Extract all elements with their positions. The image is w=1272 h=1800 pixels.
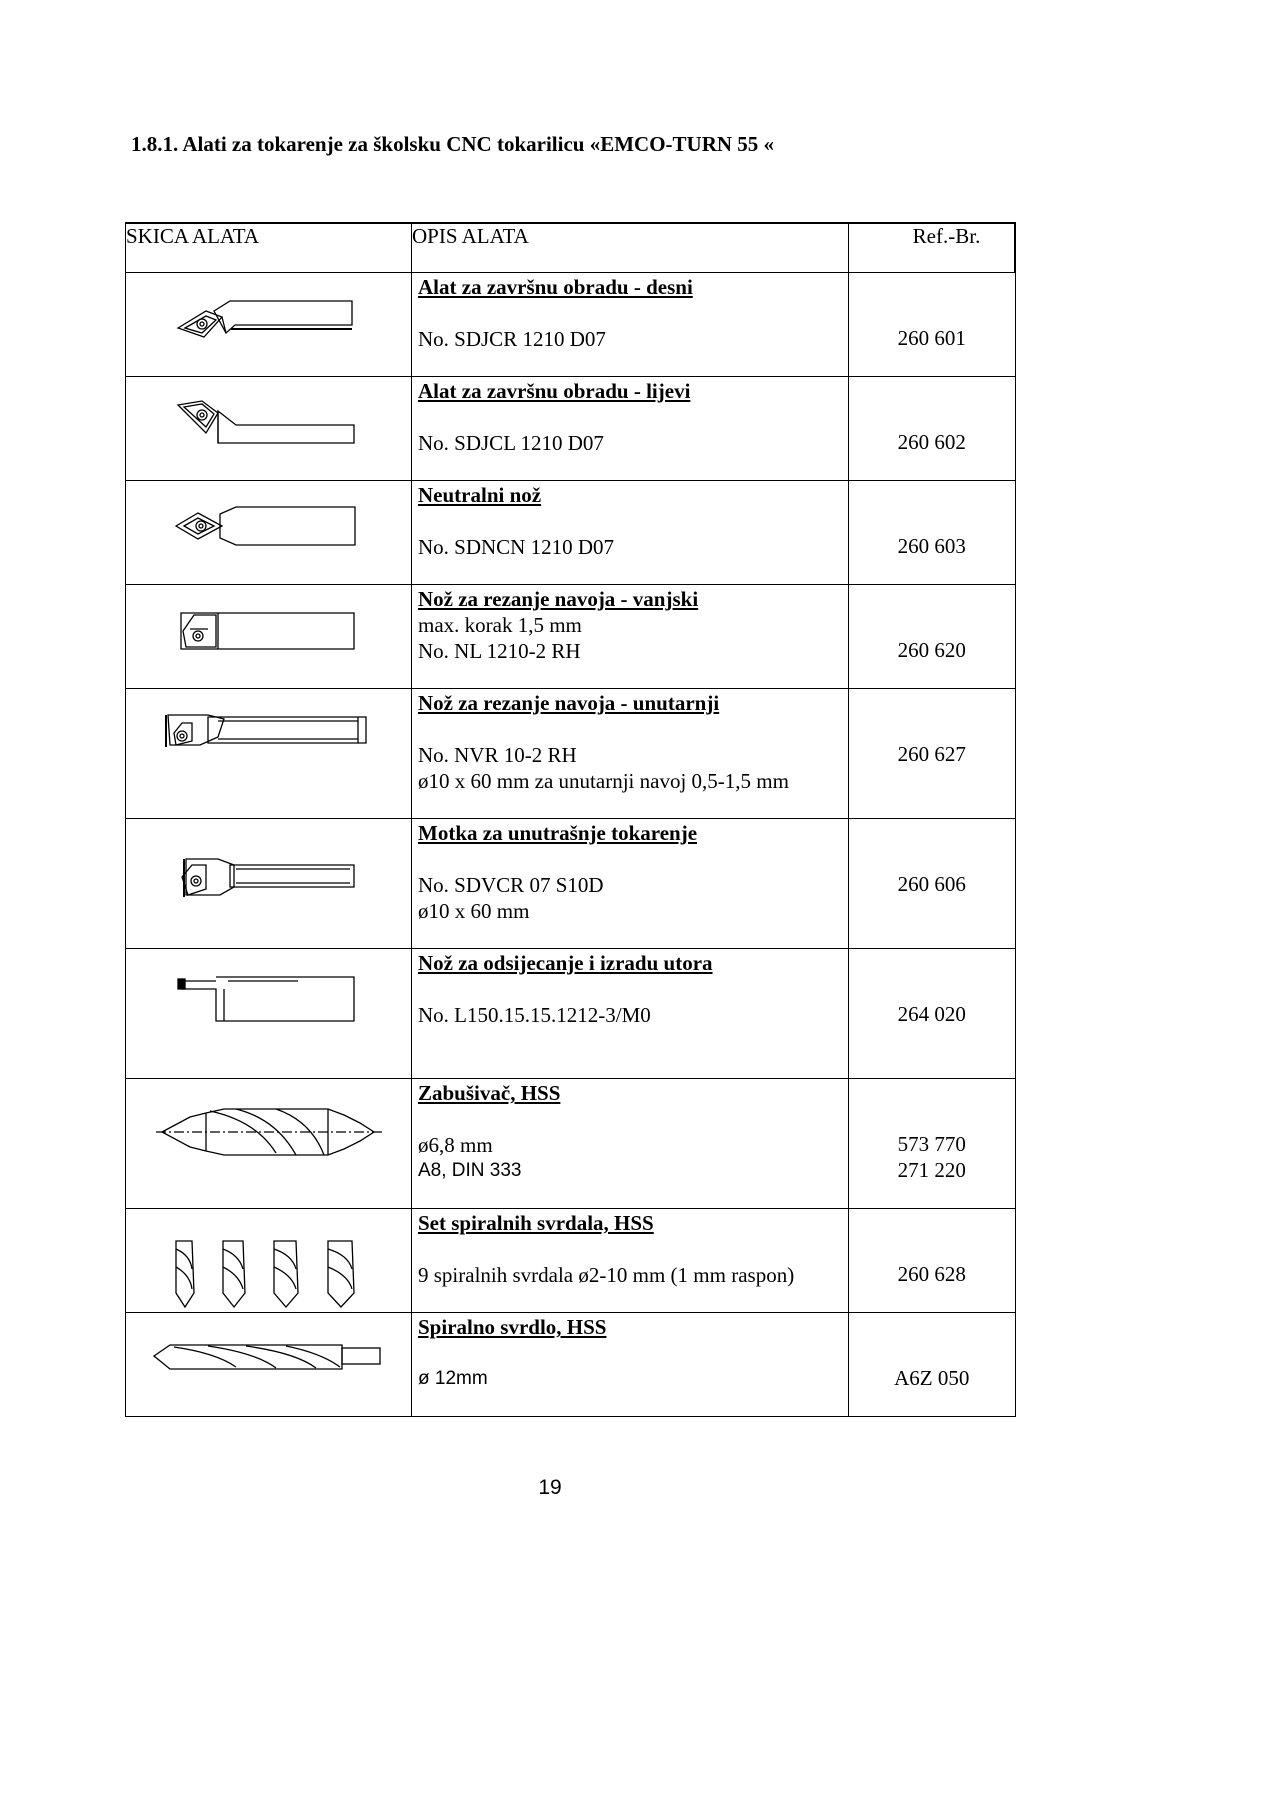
page-number: 19 [538, 1476, 562, 1499]
desc-line [412, 976, 848, 1002]
desc-line [412, 1340, 848, 1366]
ref-line [849, 845, 1015, 871]
ref-cell [849, 689, 1016, 819]
right-finishing-tool-icon [126, 273, 411, 377]
table-row [126, 1313, 1016, 1417]
tool-title: Spiralno svrdlo, HSS [418, 1315, 607, 1339]
desc-line: ø6,8 mm [418, 1133, 493, 1157]
ref-line [849, 1105, 1015, 1131]
tools-table [125, 222, 1016, 1417]
ref-cell [849, 1079, 1016, 1209]
table-row [126, 1079, 1016, 1209]
table-row [126, 585, 1016, 689]
ref-line [849, 507, 1015, 533]
ref-cell [849, 585, 1016, 689]
ref-cell [849, 949, 1016, 1079]
tool-title: Alat za završnu obradu - lijevi [418, 379, 691, 403]
sketch-cell [126, 273, 412, 377]
description-cell [412, 481, 849, 585]
ref-number: 264 020 [897, 1002, 966, 1026]
desc-line: ø10 x 60 mm [418, 899, 530, 923]
description-cell [412, 377, 849, 481]
twist-drill-set-icon [126, 1209, 411, 1313]
ref-cell [849, 1209, 1016, 1313]
section-heading: 1.8.1. Alati za tokarenje za školsku CNC tokarilicu «EMCO-TURN 55 « [131, 132, 775, 156]
desc-line [412, 716, 848, 742]
ref-number: 260 601 [897, 326, 966, 350]
table-row [126, 949, 1016, 1079]
ref-number: 260 603 [897, 534, 966, 558]
ref-number: 260 620 [897, 638, 966, 662]
desc-line [412, 1106, 848, 1132]
desc-line [412, 508, 848, 534]
desc-line [412, 846, 848, 872]
table-row [126, 1209, 1016, 1313]
twist-drill-icon [126, 1313, 411, 1417]
ref-number: 573 770 [897, 1132, 966, 1156]
ref-line [849, 299, 1015, 325]
ref-line [849, 403, 1015, 429]
ref-number: 271 220 [897, 1158, 966, 1182]
tool-title: Nož za odsijecanje i izradu utora [418, 951, 713, 975]
sketch-cell [126, 481, 412, 585]
table-row [126, 377, 1016, 481]
header-sketch: SKICA ALATA [126, 223, 412, 273]
sketch-cell [126, 1313, 412, 1417]
desc-line [412, 300, 848, 326]
left-finishing-tool-icon [126, 377, 411, 481]
ref-number: 260 606 [897, 872, 966, 896]
desc-line [412, 1236, 848, 1262]
desc-line: A8, DIN 333 [418, 1160, 522, 1181]
ref-number: 260 628 [897, 1262, 966, 1286]
sketch-cell [126, 819, 412, 949]
desc-line: No. SDVCR 07 S10D [418, 873, 604, 897]
sketch-cell [126, 377, 412, 481]
description-cell [412, 689, 849, 819]
tool-title: Motka za unutrašnje tokarenje [418, 821, 698, 845]
table-row [126, 273, 1016, 377]
description-cell [412, 585, 849, 689]
desc-line [412, 404, 848, 430]
sketch-cell [126, 689, 412, 819]
sketch-cell [126, 585, 412, 689]
tool-title: Neutralni nož [418, 483, 542, 507]
desc-line: No. NL 1210-2 RH [418, 639, 581, 663]
tool-title: Set spiralnih svrdala, HSS [418, 1211, 654, 1235]
tool-title: Zabušivač, HSS [418, 1081, 561, 1105]
ref-line [849, 1339, 1015, 1365]
ref-cell [849, 481, 1016, 585]
sketch-cell [126, 1209, 412, 1313]
table-header-row [126, 223, 1016, 273]
table-row [126, 689, 1016, 819]
ref-number: A6Z 050 [894, 1366, 970, 1390]
ref-cell [849, 377, 1016, 481]
desc-line: 9 spiralnih svrdala ø2-10 mm (1 mm raspon) [418, 1263, 795, 1287]
parting-grooving-tool-icon [126, 949, 411, 1079]
ref-cell [849, 819, 1016, 949]
description-cell [412, 1313, 849, 1417]
ref-line [849, 715, 1015, 741]
ref-number: 260 627 [897, 742, 966, 766]
ref-line [849, 975, 1015, 1001]
description-cell [412, 1079, 849, 1209]
tool-title: Nož za rezanje navoja - unutarnji [418, 691, 720, 715]
desc-line: No. NVR 10-2 RH [418, 743, 577, 767]
internal-threading-bar-icon [126, 689, 411, 819]
description-cell [412, 273, 849, 377]
desc-line: No. SDJCL 1210 D07 [418, 431, 604, 455]
description-cell [412, 819, 849, 949]
ref-cell [849, 273, 1016, 377]
sketch-cell [126, 949, 412, 1079]
desc-line: max. korak 1,5 mm [418, 613, 582, 637]
description-cell [412, 949, 849, 1079]
ref-number: 260 602 [897, 430, 966, 454]
desc-line: No. SDJCR 1210 D07 [418, 327, 606, 351]
desc-line: ø 12mm [418, 1368, 488, 1389]
external-threading-tool-icon [126, 585, 411, 689]
ref-line [849, 611, 1015, 637]
table-row [126, 819, 1016, 949]
desc-line: ø10 x 60 mm za unutarnji navoj 0,5-1,5 mm [418, 769, 789, 793]
desc-line: No. SDNCN 1210 D07 [418, 535, 615, 559]
description-cell [412, 1209, 849, 1313]
neutral-tool-icon [126, 481, 411, 585]
header-description: OPIS ALATA [412, 223, 849, 273]
header-ref: Ref.-Br. [849, 223, 1016, 273]
desc-line: No. L150.15.15.1212-3/M0 [418, 1003, 651, 1027]
ref-cell [849, 1313, 1016, 1417]
ref-line [849, 1235, 1015, 1261]
boring-bar-icon [126, 819, 411, 949]
table-row [126, 481, 1016, 585]
tool-title: Alat za završnu obradu - desni [418, 275, 693, 299]
ref-line [849, 273, 1015, 299]
sketch-cell [126, 1079, 412, 1209]
center-drill-icon [126, 1079, 411, 1209]
tool-title: Nož za rezanje navoja - vanjski [418, 587, 699, 611]
